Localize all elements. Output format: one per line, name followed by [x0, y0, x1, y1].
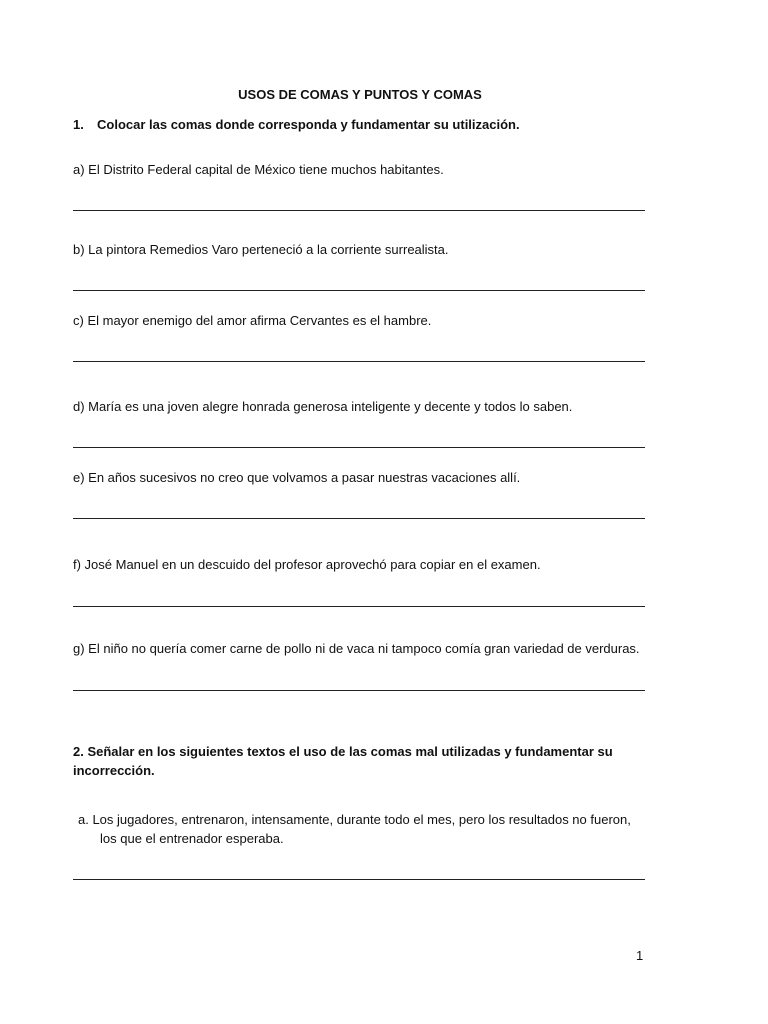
- section-2-heading: 2. Señalar en los siguientes textos el uso de las comas mal utilizadas y fundamentar su incorrección.: [73, 744, 613, 778]
- answer-line-b: [73, 290, 645, 291]
- answer-line-d: [73, 447, 645, 448]
- exercise-item-g: g) El niño no quería comer carne de pollo ni de vaca ni tampoco comía gran variedad de verduras.: [73, 641, 640, 656]
- section-1-number: 1.: [73, 117, 84, 132]
- section-1-heading: [73, 117, 520, 132]
- answer-line-f: [73, 606, 645, 607]
- answer-line-a: [73, 210, 645, 211]
- answer-line-2a: [73, 879, 645, 880]
- exercise-item-c: c) El mayor enemigo del amor afirma Cervantes es el hambre.: [73, 313, 432, 328]
- exercise-item-f: f) José Manuel en un descuido del profesor aprovechó para copiar en el examen.: [73, 557, 541, 572]
- exercise-item-a: a) El Distrito Federal capital de México tiene muchos habitantes.: [73, 162, 444, 177]
- exercise-item-e: e) En años sucesivos no creo que volvamos a pasar nuestras vacaciones allí.: [73, 470, 521, 485]
- page-title: USOS DE COMAS Y PUNTOS Y COMAS: [238, 87, 482, 102]
- answer-line-g: [73, 690, 645, 691]
- page-number: 1: [636, 948, 644, 963]
- exercise-item-b: b) La pintora Remedios Varo perteneció a la corriente surrealista.: [73, 242, 449, 257]
- answer-line-e: [73, 518, 645, 519]
- exercise-2-item-a: [78, 810, 648, 848]
- section-1-heading-text: Colocar las comas donde corresponda y fundamentar su utilización.: [97, 117, 520, 132]
- answer-line-c: [73, 361, 645, 362]
- exercise-2-item-a-line2: los que el entrenador esperaba.: [100, 831, 284, 846]
- exercise-2-item-a-line1: a. Los jugadores, entrenaron, intensamente, durante todo el mes, pero los resultados no fueron,: [78, 812, 631, 827]
- exercise-item-d: d) María es una joven alegre honrada generosa inteligente y decente y todos lo saben.: [73, 399, 573, 414]
